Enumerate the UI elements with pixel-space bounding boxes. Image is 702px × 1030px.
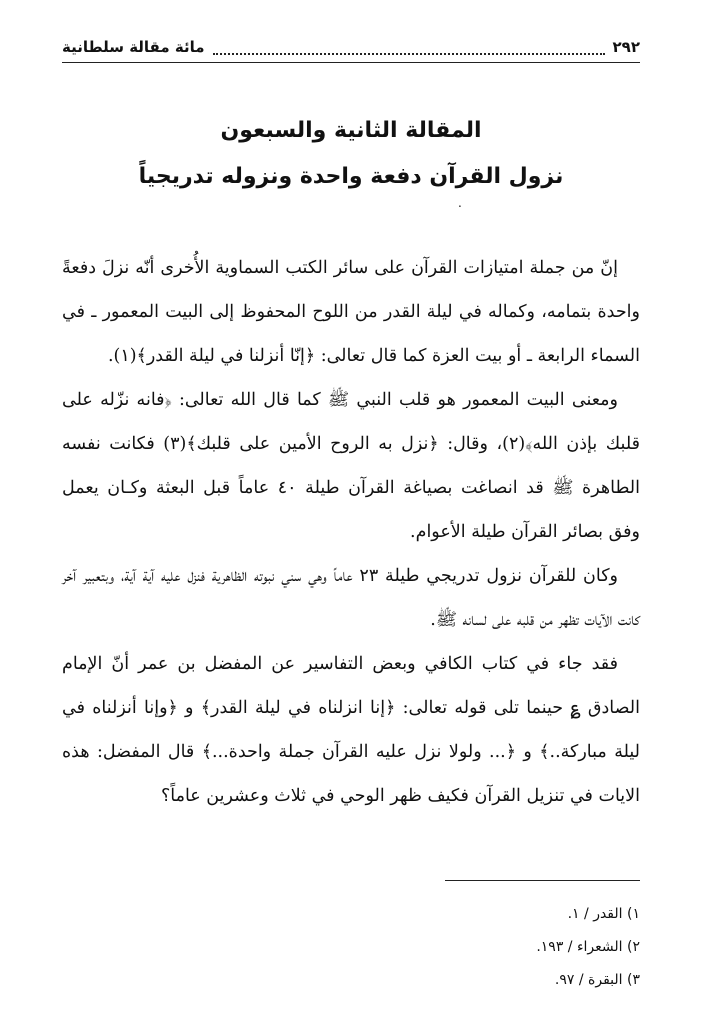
chapter-subtitle: نزول القرآن دفعة واحدة ونزوله تدريجياً (138, 164, 564, 189)
paragraph: ومعنى البيت المعمور هو قلب النبي ﷺ كما قال الله تعالى: ﴿فانه نزّله على قلبك بإذن الله﴾(٢)، وقال: ﴿نزل به الروح الأمين على قلبك﴾(٣) فكانت نفسه الطاهرة ﷺ قد انصاغت بصياغة القرآن طيلة ٤٠ عاماً قبل البعثة وكـان يعمل وفق بصائر القرآن طيلة الأعوام. (62, 390, 640, 542)
footnote: ٣) البقرة / ٩٧. (554, 972, 640, 988)
page-number: ٢٩٢ (612, 38, 640, 56)
running-header (62, 34, 640, 60)
footnote: ١) القدر / ١. (567, 906, 640, 922)
footnote: ٢) الشعراء / ١٩٣. (536, 939, 640, 955)
chapter-title: المقالة الثانية والسبعون (220, 118, 482, 143)
footnotes (62, 898, 640, 997)
paragraph: فقد جاء في كتاب الكافي وبعض التفاسير عن المفضل بن عمر أنّ الإمام الصادق ؏ حينما تلى قوله تعالى: ﴿إنا انزلناه في ليلة القدر﴾ و ﴿وإنا أنزلناه في ليلة مباركة..﴾ و ﴿... ولولا نزل عليه القرآن جملة واحدة...﴾ قال المفضل: هذه الايات في تنزيل القرآن فكيف ظهر الوحي في ثلاث وعشرين عاماً؟ (62, 654, 640, 806)
header-dot-leader (213, 45, 605, 55)
paragraph: وكان للقرآن نزول تدريجي طيلة ٢٣ عاماً وهي سني نبوته الظاهرية فنزل عليه آية آية، وبتعبير آخر كانت الآيات تظهر من قلبه على لسانه ﷺ. (62, 566, 640, 630)
body-text (62, 246, 640, 818)
footnote-rule (445, 880, 640, 881)
header-rule (62, 62, 640, 63)
paragraph: إنّ من جملة امتيازات القرآن على سائر الكتب السماوية الأُخرى أنّه نزلَ دفعةً واحدة بتمامه، وكماله في ليلة القدر من اللوح المحفوظ إلى البيت المعمور ـ في السماء الرابعة ـ أو بيت العزة كما قال تعالى: ﴿إنّا أنزلنا في ليلة القدر﴾(١). (62, 258, 640, 366)
decorative-dot: . (458, 196, 462, 210)
book-title: مائة مقالة سلطانية (62, 38, 205, 56)
